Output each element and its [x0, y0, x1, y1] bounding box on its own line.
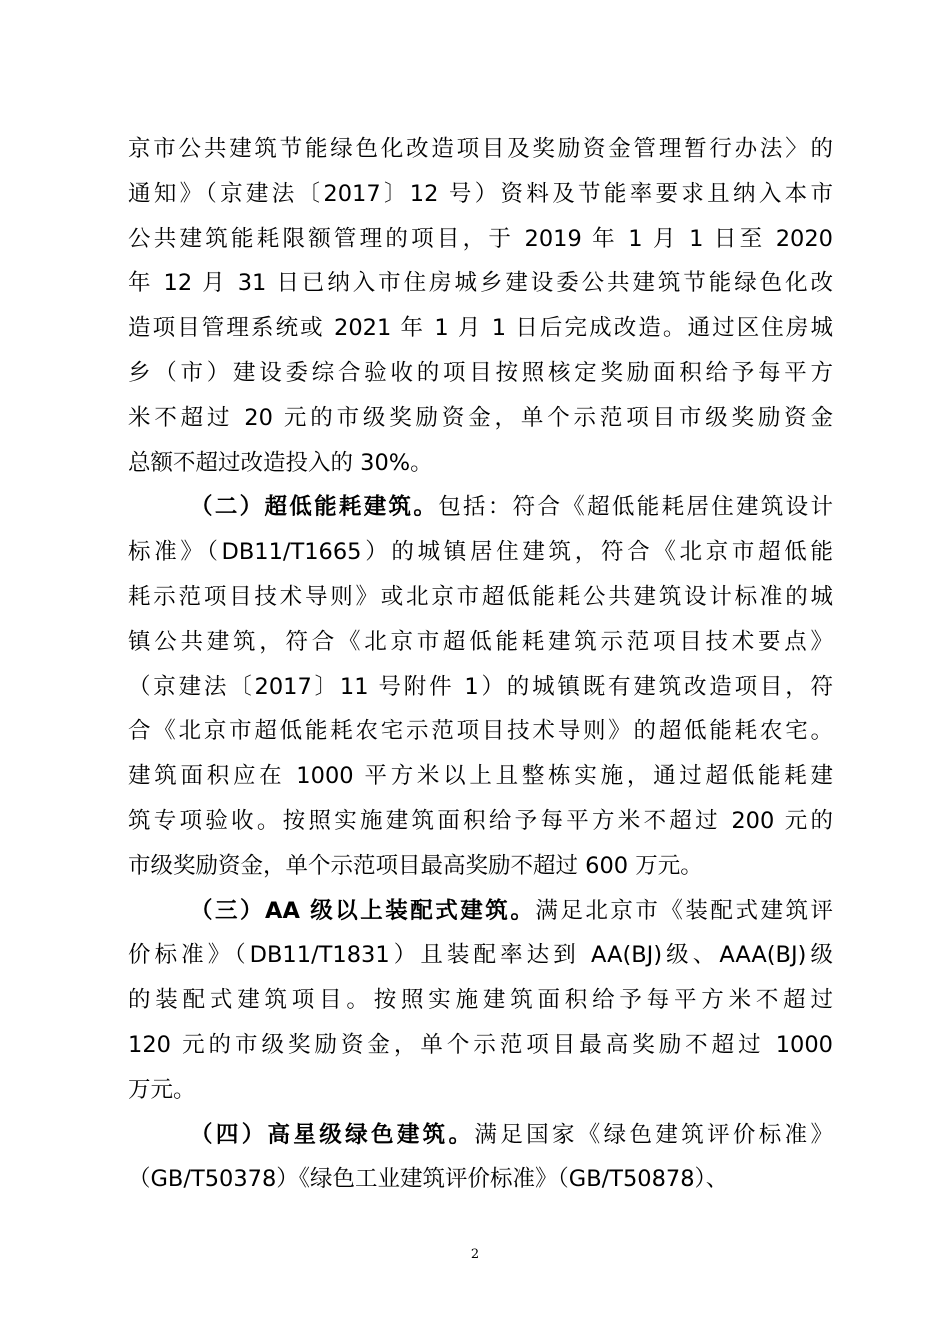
- paragraph-line: 120 元的市级奖励资金，单个示范项目最高奖励不超过 1000: [128, 1031, 833, 1058]
- paragraph-line: 总额不超过改造投入的 30%。: [128, 449, 433, 476]
- paragraph-line: 标准》（DB11/T1665）的城镇居住建筑，符合《北京市超低能: [128, 539, 833, 566]
- paragraph-line: 万元。: [128, 1076, 196, 1103]
- paragraph-first-line: [128, 889, 833, 934]
- document-body: [128, 127, 833, 1202]
- page-number: 2: [470, 1247, 480, 1262]
- section-heading: （三）AA 级以上装配式建筑。: [190, 897, 536, 924]
- paragraph-line: （京建法〔2017〕11 号附件 1）的城镇既有建筑改造项目，符: [128, 673, 833, 700]
- paragraph-line: 耗示范项目技术导则》或北京市超低能耗公共建筑设计标准的城: [128, 583, 833, 610]
- section-heading: （二）超低能耗建筑。: [190, 494, 439, 521]
- paragraph-line: 公共建筑能耗限额管理的项目，于 2019 年 1 月 1 日至 2020: [128, 225, 833, 252]
- paragraph-line: 的装配式建筑项目。按照实施建筑面积给予每平方米不超过: [128, 987, 833, 1014]
- paragraph-line: （GB/T50378）《绿色工业建筑评价标准》（GB/T50878）、: [128, 1166, 729, 1193]
- paragraph-line: 年 12 月 31 日已纳入市住房城乡建设委公共建筑节能绿色化改: [128, 270, 833, 297]
- paragraph-line: 筑专项验收。按照实施建筑面积给予每平方米不超过 200 元的: [128, 807, 833, 834]
- section-heading: （四）高星级绿色建筑。: [190, 1121, 475, 1148]
- paragraph-line: 镇公共建筑，符合《北京市超低能耗建筑示范项目技术要点》: [128, 628, 833, 655]
- paragraph-line: 乡（市）建设委综合验收的项目按照核定奖励面积给予每平方: [128, 359, 833, 386]
- paragraph-line: 造项目管理系统或 2021 年 1 月 1 日后完成改造。通过区住房城: [128, 315, 833, 342]
- paragraph-first-line: [128, 1113, 833, 1158]
- paragraph-text: 满足北京市《装配式建筑评: [535, 897, 833, 924]
- paragraph-line: 通知》（京建法〔2017〕12 号）资料及节能率要求且纳入本市: [128, 180, 833, 207]
- paragraph-text: 包括：符合《超低能耗居住建筑设计: [438, 494, 833, 521]
- paragraph-line: 米不超过 20 元的市级奖励资金，单个示范项目市级奖励资金: [128, 404, 833, 431]
- paragraph-line: 市级奖励资金，单个示范项目最高奖励不超过 600 万元。: [128, 852, 703, 879]
- paragraph-line: 价标准》（DB11/T1831）且装配率达到 AA(BJ)级、AAA(BJ)级: [128, 942, 833, 969]
- paragraph-text: 满足国家《绿色建筑评价标准》: [474, 1121, 833, 1148]
- paragraph-line: 建筑面积应在 1000 平方米以上且整栋实施，通过超低能耗建: [128, 763, 833, 790]
- paragraph-line: 京市公共建筑节能绿色化改造项目及奖励资金管理暂行办法〉的: [128, 136, 833, 162]
- paragraph-first-line: [128, 485, 833, 530]
- paragraph-line: 合《北京市超低能耗农宅示范项目技术导则》的超低能耗农宅。: [128, 718, 833, 745]
